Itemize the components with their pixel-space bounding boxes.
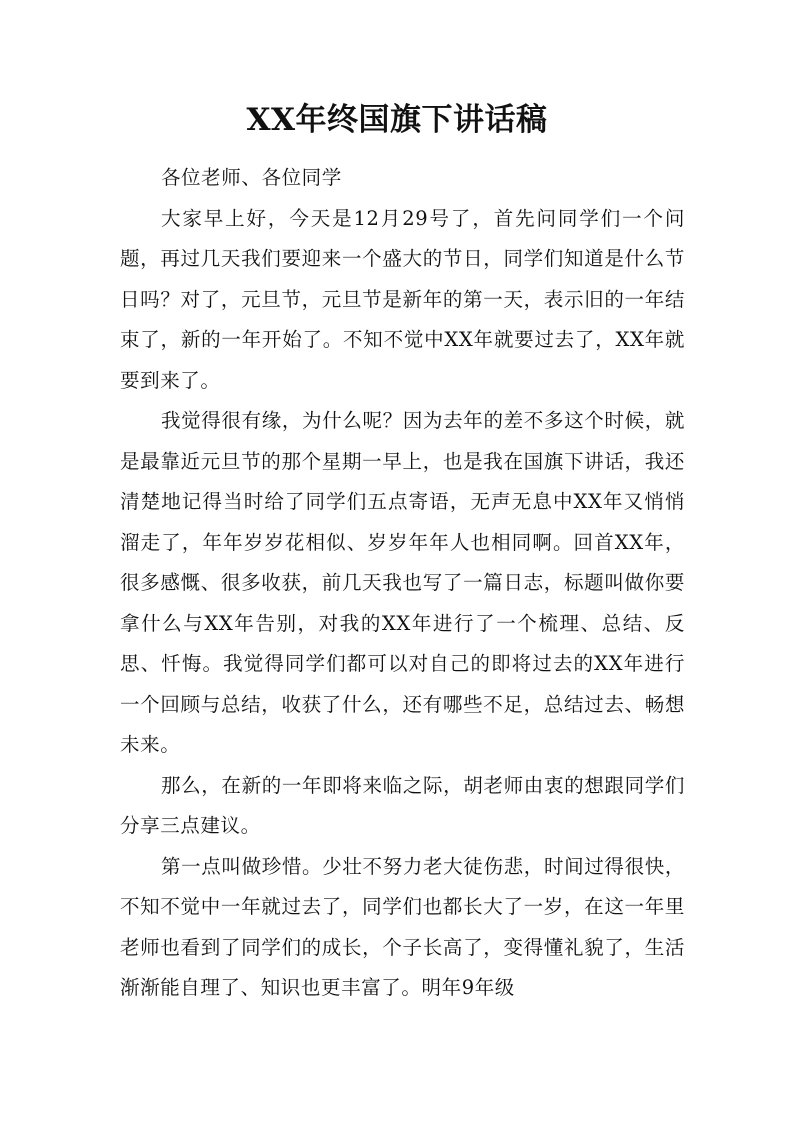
document-body	[120, 158, 685, 1009]
document-title: XX年终国旗下讲话稿	[246, 102, 548, 138]
greeting-line: 各位老师、各位同学	[160, 166, 342, 189]
body-paragraph: 那么，在新的一年即将来临之际，胡老师由衷的想跟同学们分享三点建议。	[120, 773, 685, 837]
body-paragraph: 大家早上好，今天是12月29号了，首先问同学们一个问题，再过几天我们要迎来一个盛大的节日，同学们知道是什么节日吗？对了，元旦节，元旦节是新年的第一天，表示旧的一年结束了，新的一年开始了。不知不觉中XX年就要过去了，XX年就要到来了。	[120, 206, 685, 392]
body-paragraph: 第一点叫做珍惜。少壮不努力老大徒伤悲，时间过得很快，不知不觉中一年就过去了，同学们也都长大了一岁，在这一年里老师也看到了同学们的成长，个子长高了，变得懂礼貌了，生活渐渐能自理了、知识也更丰富了。明年9年级	[120, 854, 685, 999]
body-paragraph: 我觉得很有缘，为什么呢？因为去年的差不多这个时候，就是最靠近元旦节的那个星期一早上，也是我在国旗下讲话，我还清楚地记得当时给了同学们五点寄语，无声无息中XX年又悄悄溜走了，年年岁岁花相似、岁岁年年人也相同啊。回首XX年，很多感慨、很多收获，前几天我也写了一篇日志，标题叫做你要拿什么与XX年告别，对我的XX年进行了一个梳理、总结、反思、忏悔。我觉得同学们都可以对自己的即将过去的XX年进行一个回顾与总结，收获了什么，还有哪些不足，总结过去、畅想未来。	[120, 409, 685, 756]
